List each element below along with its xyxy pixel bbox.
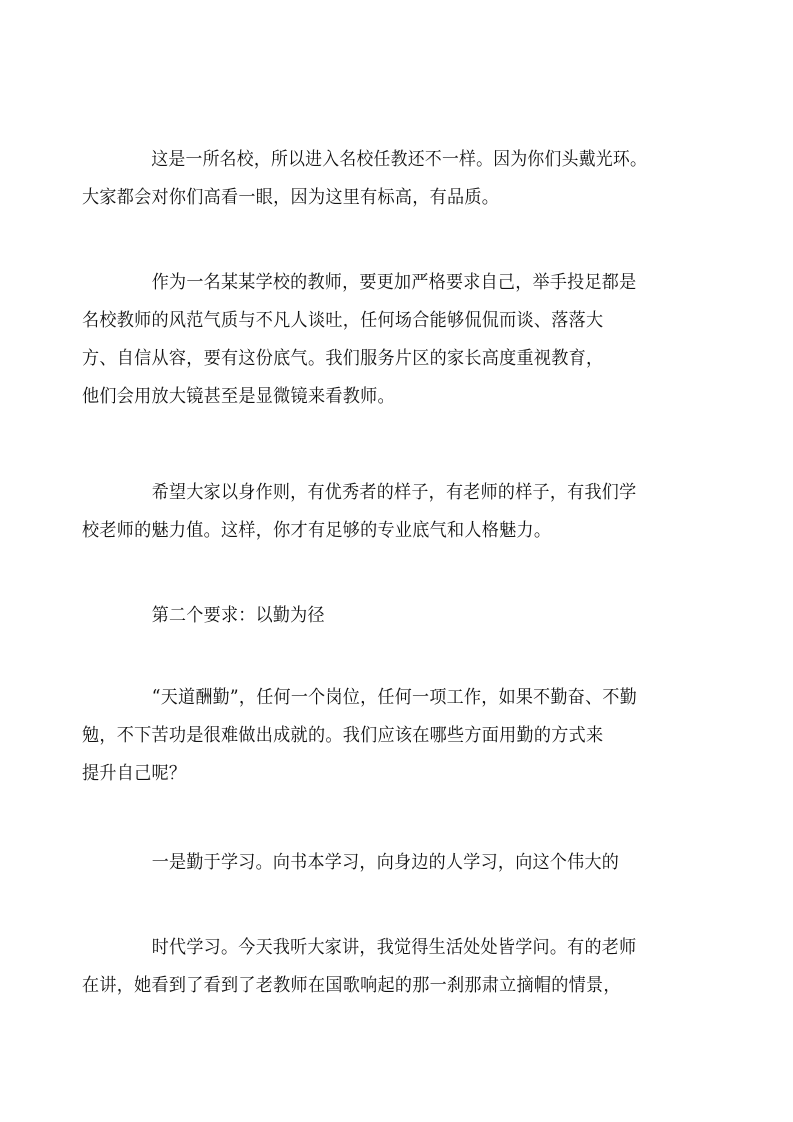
text-line: 大家都会对你们高看一眼，因为这里有标高，有品质。 [82,187,500,208]
text-line: 时代学习。今天我听大家讲，我觉得生活处处皆学问。有的老师 [151,937,637,958]
paragraph-3 [82,474,683,550]
text-line: 校老师的魅力值。这样，你才有足够的专业底气和人格魅力。 [82,520,552,541]
paragraph-1 [82,141,683,217]
paragraph-4 [82,679,683,793]
text-line: “天道酬勤”，任何一个岗位，任何一项工作，如果不勤奋、不勤 [151,687,638,708]
text-line: 勉，不下苦功是很难做出成就的。我们应该在哪些方面用勤的方式来 [82,725,604,746]
text-line: 提升自己呢？ [82,763,187,784]
section-heading [118,597,683,635]
text-line: 他们会用放大镜甚至是显微镜来看教师。 [82,386,395,407]
text-line: 在讲，她看到了看到了老教师在国歌响起的那一刹那肃立摘帽的情景， [82,975,621,996]
text-line: 一是勤于学习。向书本学习，向身边的人学习，向这个伟大的 [151,852,620,873]
paragraph-2 [82,264,683,416]
paragraph-6 [82,929,683,1005]
text-line: 方、自信从容，要有这份底气。我们服务片区的家长高度重视教育， [82,348,604,369]
text-line: 这是一所名校，所以进入名校任教还不一样。因为你们头戴光环。 [151,149,648,170]
text-line: 希望大家以身作则，有优秀者的样子，有老师的样子，有我们学 [151,482,637,503]
text-line: 作为一名某某学校的教师，要更加严格要求自己，举手投足都是 [151,272,637,293]
text-line: 第二个要求：以勤为径 [151,605,325,626]
paragraph-5 [118,844,683,882]
text-line: 名校教师的风范气质与不凡人谈吐，任何场合能够侃侃而谈、落落大 [82,310,604,331]
